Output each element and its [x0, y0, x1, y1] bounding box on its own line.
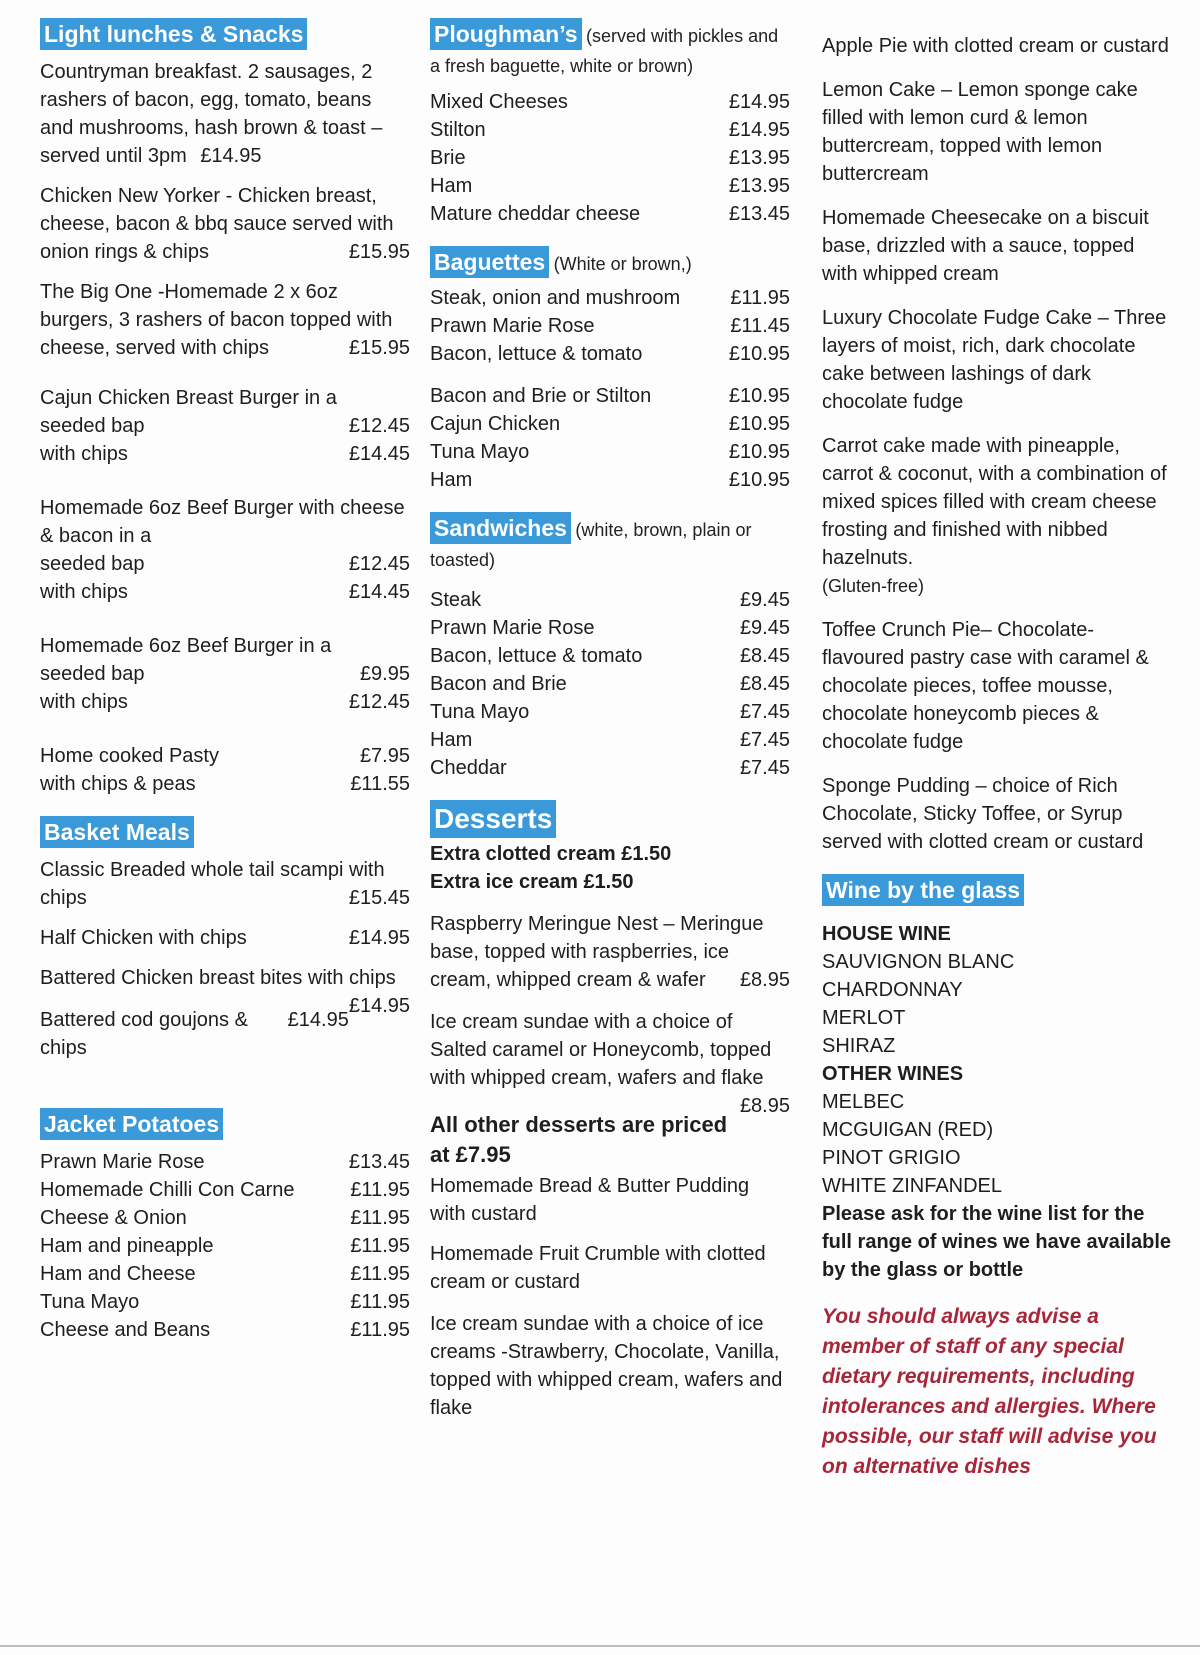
- item-price: £14.95: [287, 1009, 349, 1031]
- section-baguettes: [430, 246, 790, 494]
- dessert-item: Sponge Pudding – choice of Rich Chocolate, Sticky Toffee, or Syrup served with clotted cream or custard: [822, 775, 1144, 853]
- section-jacket-potatoes: [40, 1108, 410, 1344]
- item-option: seeded bap: [40, 415, 145, 437]
- item-price: £14.95: [200, 145, 262, 167]
- dessert-item: [822, 432, 1172, 600]
- item-price: £10.95: [728, 413, 790, 435]
- item-desc: Half Chicken with chips: [40, 927, 247, 949]
- desserts-header: Desserts: [430, 800, 556, 838]
- wine-item: CHARDONNAY: [822, 979, 963, 1001]
- section-ploughmans: [430, 18, 790, 228]
- item-price: £13.45: [728, 203, 790, 225]
- item-name: Bacon, lettuce & tomato: [430, 645, 643, 667]
- item-name: Stilton: [430, 119, 486, 141]
- item-price: £8.45: [739, 645, 790, 667]
- item-price: £13.95: [728, 147, 790, 169]
- menu-item: [40, 58, 410, 170]
- menu-item: [430, 438, 790, 466]
- item-price: £11.55: [350, 773, 410, 795]
- light-lunches-header: Light lunches & Snacks: [40, 18, 307, 50]
- item-option: with chips & peas: [40, 773, 196, 795]
- menu-item: [430, 410, 790, 438]
- section-sandwiches: [430, 512, 790, 782]
- item-desc: Battered Chicken breast bites with chips: [40, 967, 396, 989]
- menu-item: [430, 200, 790, 228]
- item-option: with chips: [40, 581, 128, 603]
- dessert-item: Lemon Cake – Lemon sponge cake filled with lemon curd & lemon buttercream, topped with lemon buttercream: [822, 79, 1138, 185]
- menu-item: [430, 754, 790, 782]
- item-price: £11.95: [350, 1207, 410, 1229]
- item-price: £12.45: [348, 691, 410, 713]
- menu-item: [430, 614, 790, 642]
- item-price: £13.45: [348, 1151, 410, 1173]
- item-name: Bacon and Brie: [430, 673, 567, 695]
- item-name: Cheddar: [430, 757, 507, 779]
- dessert-item: Luxury Chocolate Fudge Cake – Three layers of moist, rich, dark chocolate cake between lashings of dark chocolate fudge: [822, 307, 1167, 413]
- menu-item: [40, 924, 410, 952]
- item-price: £14.95: [348, 995, 410, 1017]
- item-price: £10.95: [728, 343, 790, 365]
- menu-item: [430, 698, 790, 726]
- ploughmans-note: (served with pickles and a fresh baguette, white or brown): [430, 26, 779, 76]
- wine-list-note: Please ask for the wine list for the full range of wines we have available by the glass or bottle: [822, 1203, 1172, 1281]
- dessert-desc: Carrot cake made with pineapple, carrot & coconut, with a combination of mixed spices filled with cream cheese frosting and finished with nibbed hazelnuts.: [822, 435, 1167, 569]
- item-name: Ham and Cheese: [40, 1263, 196, 1285]
- sandwiches-note: (white, brown, plain or toasted): [430, 520, 752, 570]
- item-name: Bacon, lettuce & tomato: [430, 343, 643, 365]
- item-price: £10.95: [728, 441, 790, 463]
- item-name: Mixed Cheeses: [430, 91, 568, 113]
- wine-item: SAUVIGNON BLANC: [822, 951, 1015, 973]
- column-left: [40, 18, 410, 1362]
- ploughmans-header: Ploughman’s: [430, 18, 582, 50]
- item-price: £15.95: [348, 241, 410, 263]
- baguettes-note: (White or brown,): [553, 254, 692, 274]
- item-name: Bacon and Brie or Stilton: [430, 385, 652, 407]
- menu-item: [40, 1316, 410, 1344]
- menu-item: [430, 312, 790, 340]
- menu-item: [430, 586, 790, 614]
- item-price: £8.95: [739, 1095, 790, 1117]
- baguettes-header: Baguettes: [430, 246, 549, 278]
- item-price: £9.95: [359, 663, 410, 685]
- dietary-note: You should always advise a member of staff of any special dietary requirements, including intolerances and allergies. Where possible, our staff will advise you on alternative dishes: [822, 1305, 1157, 1478]
- item-price: £10.95: [728, 385, 790, 407]
- item-price: £15.45: [348, 887, 410, 909]
- item-price: £7.95: [359, 745, 410, 767]
- page-bottom-border: [0, 1645, 1200, 1647]
- item-price: £11.95: [350, 1319, 410, 1341]
- menu-item: [40, 742, 410, 798]
- extra-clotted-cream: Extra clotted cream £1.50: [430, 843, 672, 865]
- item-price: £14.95: [348, 927, 410, 949]
- item-price: £9.45: [739, 617, 790, 639]
- sandwiches-header: Sandwiches: [430, 512, 571, 544]
- item-price: £8.45: [739, 673, 790, 695]
- jacket-potatoes-header: Jacket Potatoes: [40, 1108, 223, 1140]
- item-name: Homemade Chilli Con Carne: [40, 1179, 295, 1201]
- column-right: [822, 18, 1172, 1482]
- item-price: £14.45: [348, 581, 410, 603]
- item-name: Tuna Mayo: [40, 1291, 140, 1313]
- menu-item: [430, 172, 790, 200]
- item-desc: Classic Breaded whole tail scampi with chips: [40, 859, 385, 909]
- item-option: with chips: [40, 691, 128, 713]
- menu-item: [40, 1176, 410, 1204]
- wine-header: Wine by the glass: [822, 874, 1024, 906]
- menu-item: [430, 88, 790, 116]
- wine-item: WHITE ZINFANDEL: [822, 1175, 1003, 1197]
- item-option: Home cooked Pasty: [40, 745, 219, 767]
- item-name: Prawn Marie Rose: [40, 1151, 205, 1173]
- section-basket-meals: [40, 816, 410, 1062]
- menu-item: [430, 910, 790, 994]
- dessert-item: Ice cream sundae with a choice of ice creams -Strawberry, Chocolate, Vanilla, topped with whipped cream, wafers and flake: [430, 1313, 783, 1419]
- item-desc: Cajun Chicken Breast Burger in a: [40, 387, 337, 409]
- item-name: Steak: [430, 589, 482, 611]
- menu-item: [40, 632, 410, 716]
- item-name: Steak, onion and mushroom: [430, 287, 681, 309]
- wine-item: MELBEC: [822, 1091, 905, 1113]
- other-desserts-title: All other desserts are priced at £7.95: [430, 1112, 728, 1167]
- item-price: £11.45: [730, 315, 790, 337]
- column-middle: [430, 18, 790, 1440]
- menu-item: [40, 1204, 410, 1232]
- menu-item: [430, 284, 790, 312]
- extra-ice-cream: Extra ice cream £1.50: [430, 871, 634, 893]
- item-price: £14.95: [728, 119, 790, 141]
- menu-item: [430, 642, 790, 670]
- item-price: £12.45: [348, 415, 410, 437]
- item-name: Cheese & Onion: [40, 1207, 187, 1229]
- item-name: Tuna Mayo: [430, 701, 530, 723]
- item-price: £14.45: [348, 443, 410, 465]
- item-price: £7.45: [739, 729, 790, 751]
- item-name: Brie: [430, 147, 466, 169]
- item-desc: Homemade 6oz Beef Burger in a: [40, 635, 332, 657]
- wine-item: MCGUIGAN (RED): [822, 1119, 994, 1141]
- section-light-lunches: [40, 18, 410, 798]
- item-price: £11.95: [350, 1263, 410, 1285]
- menu-item: [40, 494, 410, 606]
- menu-item: [430, 1008, 790, 1117]
- item-desc: Chicken New Yorker - Chicken breast, cheese, bacon & bbq sauce served with onion rings & chips: [40, 185, 394, 263]
- item-price: £10.95: [728, 469, 790, 491]
- item-name: Tuna Mayo: [430, 441, 530, 463]
- menu-item: [40, 964, 410, 1017]
- item-desc: Ice cream sundae with a choice of Salted caramel or Honeycomb, topped with whipped cream, wafers and flake: [430, 1011, 772, 1089]
- menu-item: [40, 384, 410, 468]
- item-option: with chips: [40, 443, 128, 465]
- menu-item: [40, 1006, 349, 1062]
- item-desc: Battered cod goujons & chips: [40, 1009, 248, 1059]
- item-name: Prawn Marie Rose: [430, 617, 595, 639]
- dessert-item: Homemade Cheesecake on a biscuit base, drizzled with a sauce, topped with whipped cream: [822, 207, 1149, 285]
- item-price: £11.95: [350, 1235, 410, 1257]
- menu-item: [430, 144, 790, 172]
- menu-item: [40, 1148, 410, 1176]
- dessert-item: Apple Pie with clotted cream or custard: [822, 35, 1169, 57]
- menu-item: [40, 278, 410, 362]
- section-wine: [822, 874, 1172, 1284]
- item-desc: The Big One -Homemade 2 x 6oz burgers, 3 rashers of bacon topped with cheese, served with chips: [40, 281, 393, 359]
- item-name: Ham: [430, 175, 473, 197]
- item-name: Prawn Marie Rose: [430, 315, 595, 337]
- item-desc: Homemade 6oz Beef Burger with cheese & bacon in a: [40, 497, 405, 547]
- menu-item: [430, 726, 790, 754]
- item-option: seeded bap: [40, 553, 145, 575]
- gluten-free-note: (Gluten-free): [822, 576, 925, 596]
- wine-item: SHIRAZ: [822, 1035, 896, 1057]
- menu-item: [40, 856, 410, 912]
- menu-item: [430, 340, 790, 368]
- menu-item: [430, 466, 790, 494]
- dessert-item: Homemade Fruit Crumble with clotted cream or custard: [430, 1243, 766, 1293]
- basket-meals-header: Basket Meals: [40, 816, 194, 848]
- item-price: £7.45: [739, 757, 790, 779]
- wine-item: MERLOT: [822, 1007, 906, 1029]
- menu-item: [40, 182, 410, 266]
- wine-item: PINOT GRIGIO: [822, 1147, 961, 1169]
- item-price: £7.45: [739, 701, 790, 723]
- dessert-item: Toffee Crunch Pie– Chocolate-flavoured pastry case with caramel & chocolate pieces, toffee mousse, chocolate honeycomb pieces & chocolate fudge: [822, 619, 1149, 753]
- item-price: £11.95: [350, 1291, 410, 1313]
- item-price: £11.95: [730, 287, 790, 309]
- menu-item: [40, 1232, 410, 1260]
- item-price: £14.95: [728, 91, 790, 113]
- item-name: Cheese and Beans: [40, 1319, 211, 1341]
- dessert-item: Homemade Bread & Butter Pudding with custard: [430, 1175, 750, 1225]
- menu-item: [430, 670, 790, 698]
- item-name: Ham: [430, 729, 473, 751]
- menu-item: [40, 1288, 410, 1316]
- item-name: Ham and pineapple: [40, 1235, 214, 1257]
- item-name: Mature cheddar cheese: [430, 203, 641, 225]
- item-desc: Raspberry Meringue Nest – Meringue base, topped with raspberries, ice cream, whipped cream & wafer: [430, 913, 764, 991]
- menu-item: [40, 1260, 410, 1288]
- item-price: £11.95: [350, 1179, 410, 1201]
- section-desserts: [430, 800, 790, 1422]
- menu-item: [430, 382, 790, 410]
- item-price: £9.45: [739, 589, 790, 611]
- item-name: Cajun Chicken: [430, 413, 561, 435]
- item-option: seeded bap: [40, 663, 145, 685]
- item-price: £15.95: [348, 337, 410, 359]
- menu-item: [430, 116, 790, 144]
- other-wines-heading: OTHER WINES: [822, 1063, 964, 1085]
- house-wine-heading: HOUSE WINE: [822, 923, 951, 945]
- item-name: Ham: [430, 469, 473, 491]
- item-price: £8.95: [739, 969, 790, 991]
- item-desc: Countryman breakfast. 2 sausages, 2 rashers of bacon, egg, tomato, beans and mushrooms, hash brown & toast – served until 3pm: [40, 61, 383, 167]
- item-price: £12.45: [348, 553, 410, 575]
- item-price: £13.95: [728, 175, 790, 197]
